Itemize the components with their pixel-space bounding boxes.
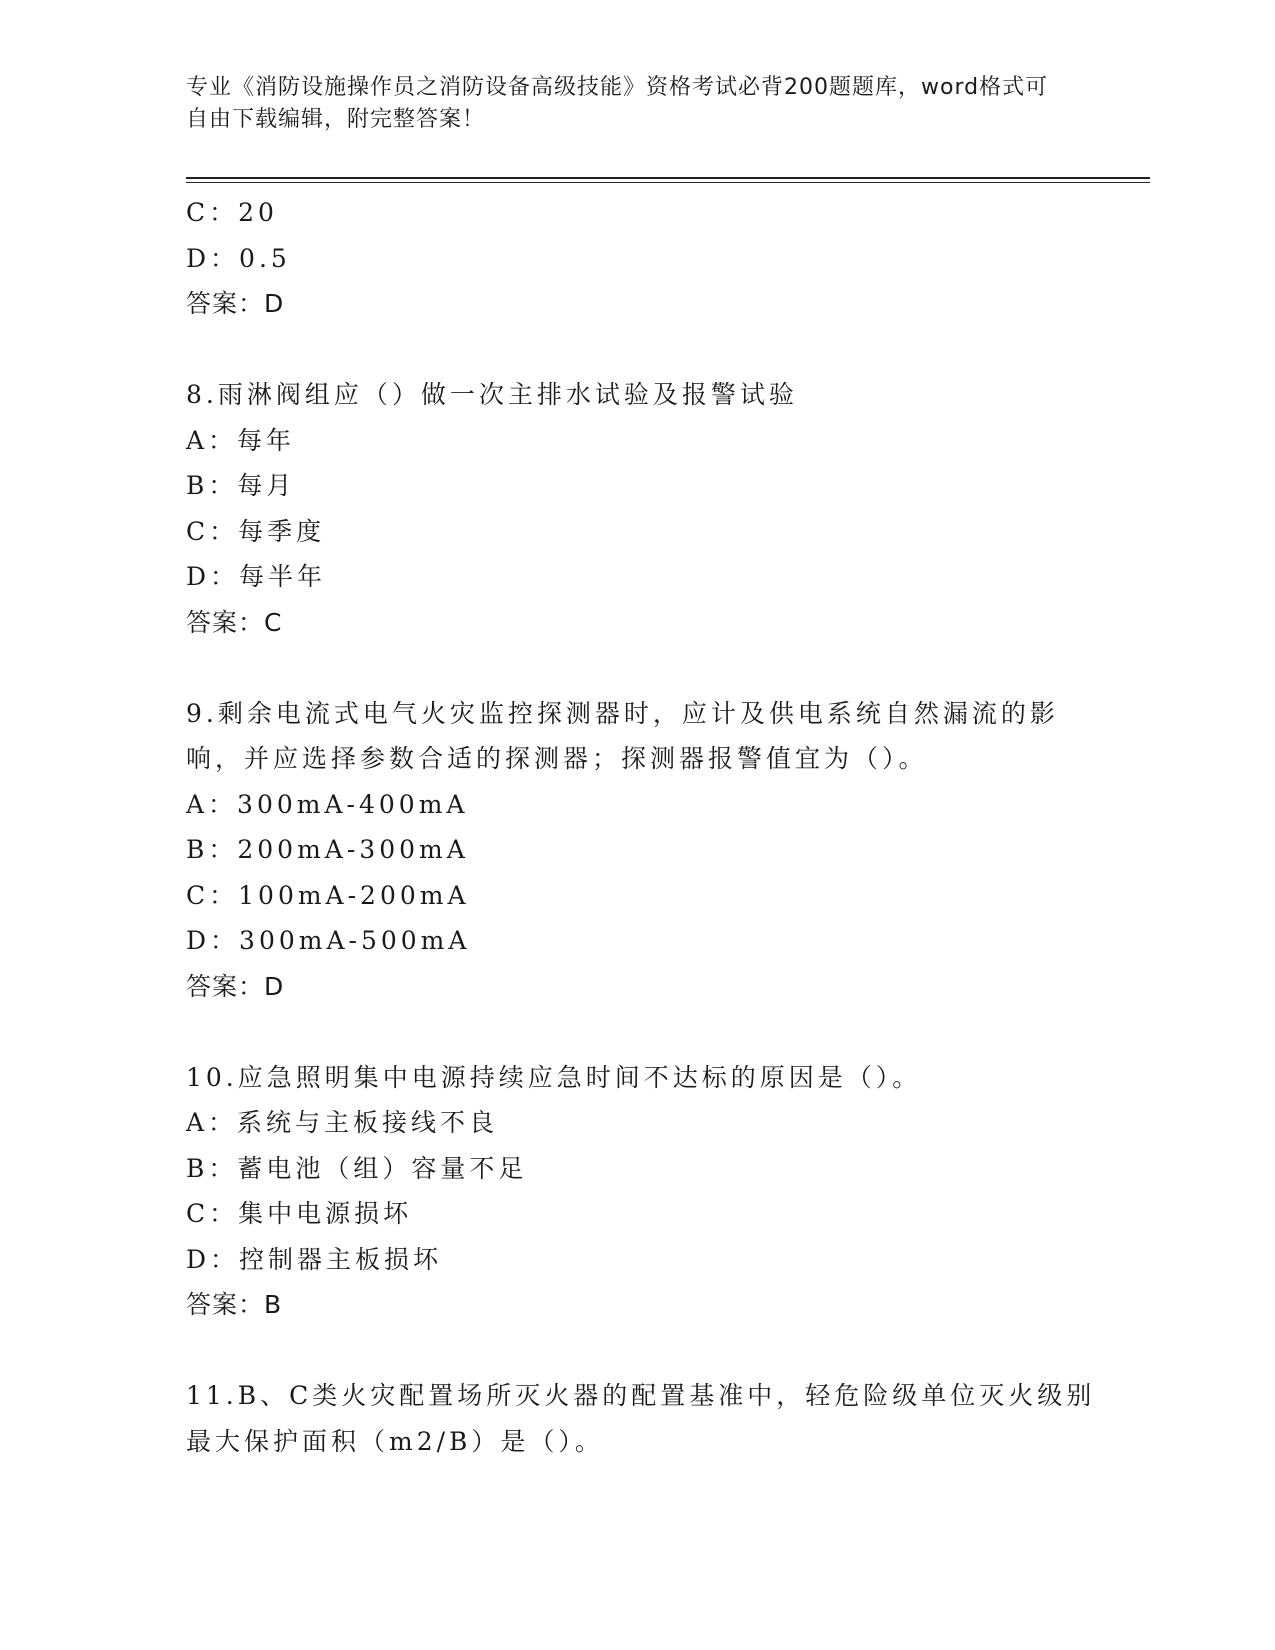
option-c: C：20 (186, 198, 278, 227)
spacer (186, 645, 1086, 691)
q8-option-c: C：每季度 (186, 516, 326, 546)
q10-option-b: B：蓄电池（组）容量不足 (186, 1153, 528, 1183)
answer: 答案：D (186, 289, 285, 318)
header-rule-thick (186, 177, 1150, 179)
q8-option-a: A：每年 (186, 425, 296, 455)
question-content (186, 190, 1096, 1464)
header-rule-thin (186, 182, 1150, 183)
q10-option-d: D：控制器主板损坏 (186, 1244, 443, 1274)
q9-option-b: B：200mA-300mA (186, 835, 469, 864)
spacer (186, 327, 1086, 373)
q9-answer: 答案：D (186, 971, 285, 1001)
q9-option-a: A：300mA-400mA (186, 789, 469, 819)
question-11-text-line1: 11.B、C类火灾配置场所灭火器的配置基准中，轻危险级单位灭火级别 (186, 1381, 1096, 1410)
spacer (186, 1009, 1086, 1055)
question-9-text-line1: 9.剩余电流式电气火灾监控探测器时，应计及供电系统自然漏流的影 (186, 698, 1059, 728)
q9-option-c: C：100mA-200mA (186, 880, 470, 910)
page-header: 专业《消防设施操作员之消防设备高级技能》资格考试必背200题题库，word格式可自由下载编辑，附完整答案！ (186, 75, 1049, 132)
question-8-text: 8.雨淋阀组应（）做一次主排水试验及报警试验 (186, 380, 798, 409)
q8-option-d: D：每半年 (186, 562, 327, 591)
q10-option-c: C：集中电源损坏 (186, 1199, 413, 1228)
option-d: D：0.5 (186, 243, 291, 273)
q8-answer: 答案：C (186, 607, 283, 637)
question-11-text-line2: 最大保护面积（m2/B）是（）。 (186, 1426, 604, 1456)
q9-option-d: D：300mA-500mA (186, 926, 471, 955)
q8-option-b: B：每月 (186, 471, 296, 500)
q10-option-a: A：系统与主板接线不良 (186, 1108, 499, 1137)
question-10-text: 10.应急照明集中电源持续应急时间不达标的原因是（）。 (186, 1062, 922, 1092)
spacer (186, 1328, 1086, 1374)
question-9-text-line2: 响，并应选择参数合适的探测器；探测器报警值宜为（）。 (186, 744, 928, 773)
q10-answer: 答案：B (186, 1290, 283, 1319)
